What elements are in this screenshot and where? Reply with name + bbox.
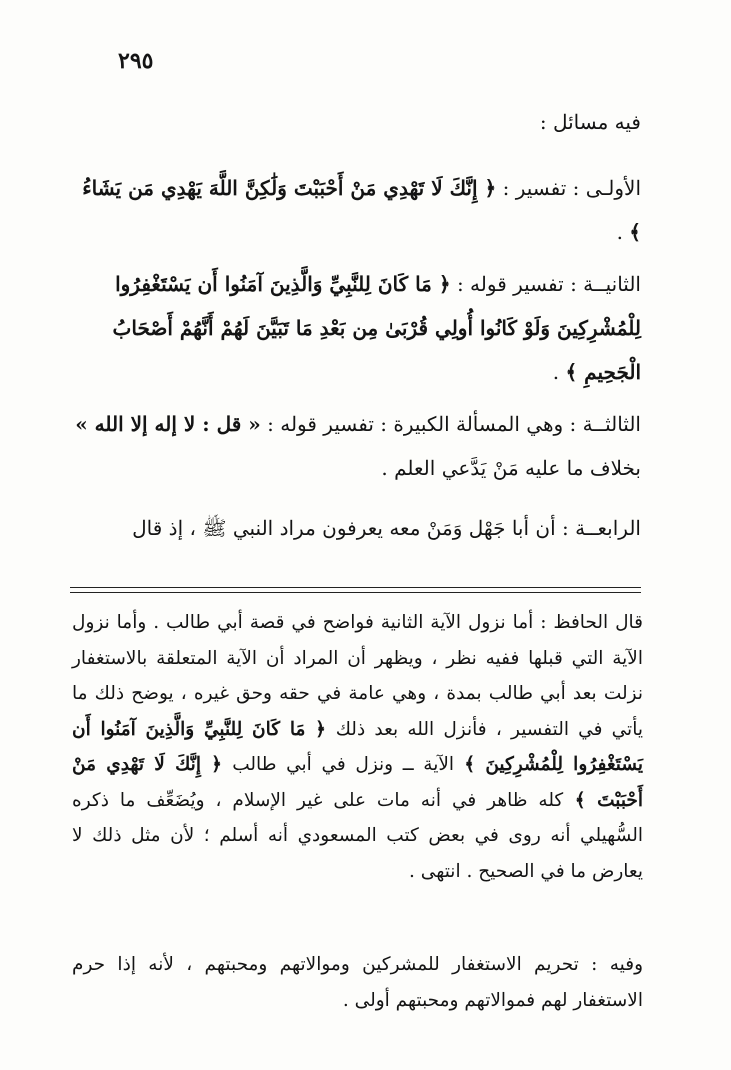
page-number: ٢٩٥	[118, 48, 154, 74]
issue-3-tail: بخلاف ما عليه مَنْ يَدَّعي العلم .	[381, 456, 641, 480]
issue-3	[70, 402, 641, 490]
issue-1-tail: .	[616, 220, 630, 244]
issue-2-quran: ﴿ مَا كَانَ لِلنَّبِيِّ وَالَّذِينَ آمَنُوا أَن يَسْتَغْفِرُوا لِلْمُشْرِكِينَ وَلَوْ كَانُوا أُولِي قُرْبَىٰ مِن بَعْدِ مَا تَبَيَّنَ لَهُمْ أَنَّهُمْ أَصْحَابُ الْجَحِيمِ ﴾	[112, 272, 641, 384]
issue-3-label: الثالثــة : وهي المسألة الكبيرة : تفسير قوله :	[267, 412, 641, 436]
issue-1	[70, 166, 641, 254]
issue-4-label: الرابعــة : أن أبا جَهْل وَمَنْ معه يعرفون مراد النبي ﷺ ، إذ قال	[132, 516, 641, 540]
issue-2-label: الثانيــة : تفسير قوله :	[456, 272, 641, 296]
footnote-text-2: الآية ــ ونزل في أبي طالب	[232, 754, 455, 775]
issue-1-label: الأولـى : تفسير :	[502, 176, 641, 200]
footnote-divider-top	[70, 587, 641, 588]
issue-3-quran: « قل : لا إله إلا الله »	[75, 412, 261, 436]
issue-4	[70, 506, 641, 550]
issue-2-tail: .	[552, 360, 566, 384]
closing-paragraph: وفيه : تحريم الاستغفار للمشركين وموالاتهم ومحبتهم ، لأنه إذا حرم الاستغفار لهم فموالاتهم ومحبتهم أولى .	[72, 954, 643, 1011]
footnote	[72, 605, 643, 889]
issue-2	[70, 262, 641, 394]
intro-heading: فيه مسائل :	[539, 110, 641, 134]
footnote-text-3: كله ظاهر في أنه مات على غير الإسلام ، ويُضَعِّف ما ذكره السُّهيلي أنه روى في بعض كتب المسعودي أنه أسلم ؛ لأن مثل ذلك لا يعارض ما في الصحيح . انتهى .	[72, 789, 643, 882]
footnote-quran-2: ﴿ إِنَّكَ لَا تَهْدِي مَنْ أَحْبَبْتَ ﴾	[72, 754, 643, 811]
footnote-text-1: قال الحافظ : أما نزول الآية الثانية فواضح في قصة أبي طالب . وأما نزول الآية التي قبلها ففيه نظر ، ويظهر أن المراد أن الآية المتعلقة بالاستغفار نزلت بعد أبي طالب بمدة ، وهي عامة في حقه وحق غيره ، يوضح ذلك ما يأتي في التفسير ، فأنزل الله بعد ذلك	[72, 612, 643, 740]
footnote-divider-bottom	[70, 592, 641, 593]
issue-1-quran: ﴿ إِنَّكَ لَا تَهْدِي مَنْ أَحْبَبْتَ وَلَٰكِنَّ اللَّهَ يَهْدِي مَن يَشَاءُ ﴾	[82, 176, 641, 244]
footnote-quran-1: ﴿ مَا كَانَ لِلنَّبِيِّ وَالَّذِينَ آمَنُوا أَن يَسْتَغْفِرُوا لِلْمُشْرِكِينَ ﴾	[72, 718, 643, 775]
